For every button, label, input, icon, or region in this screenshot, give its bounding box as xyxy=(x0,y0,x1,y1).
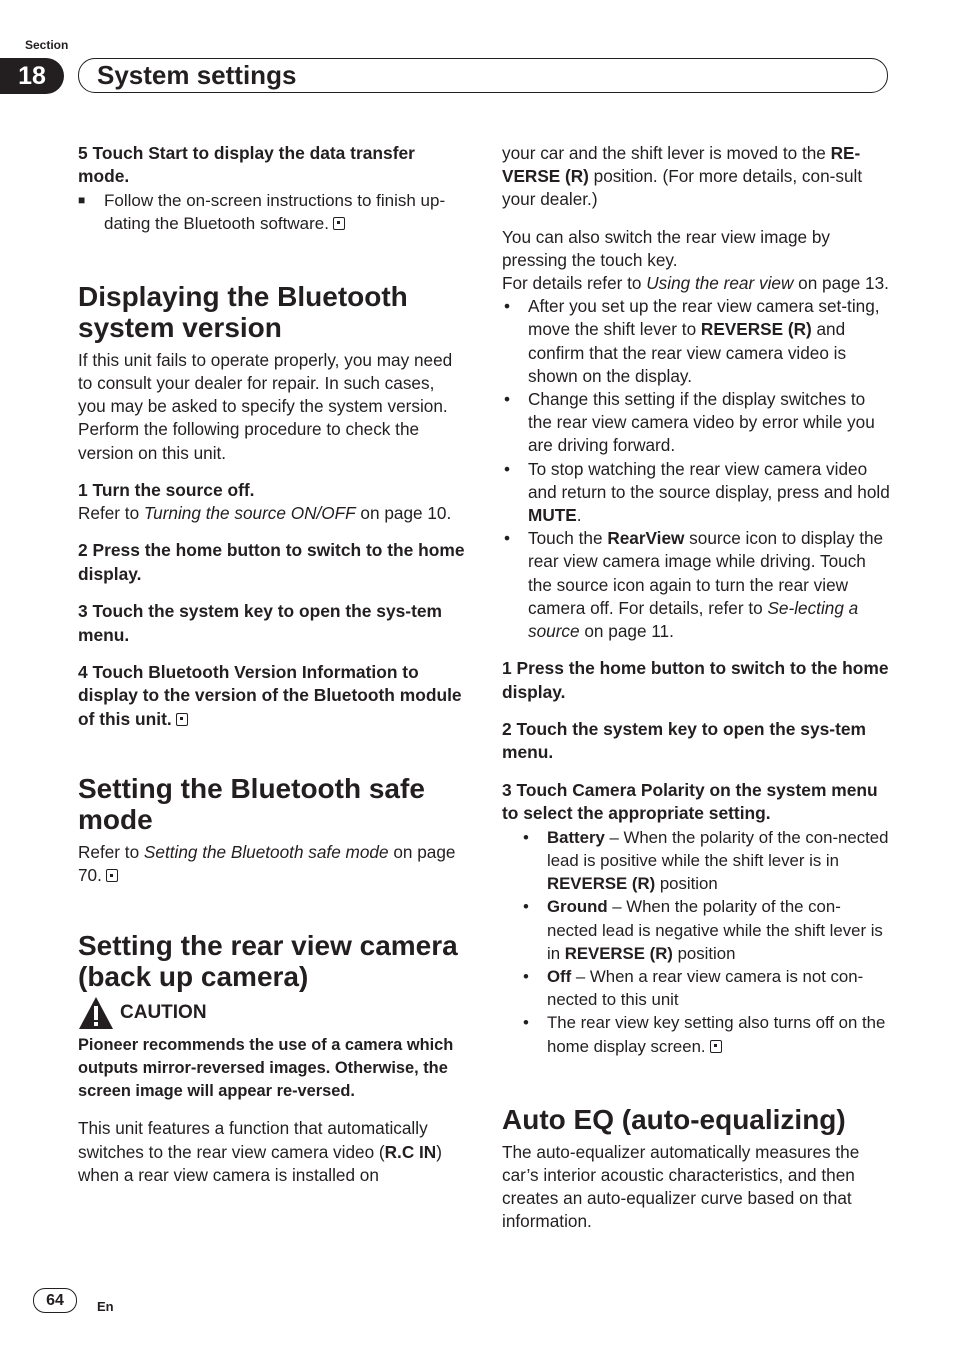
option-battery: • Battery – When the polarity of the con-nected lead is positive while the shift lever is in REVERSE (R) position xyxy=(502,826,890,896)
heading-bluetooth-version: Displaying the Bluetooth system version xyxy=(78,280,408,343)
option-ground: • Ground – When the polarity of the con-nected lead is negative while the shift lever is in REVERSE (R) position xyxy=(502,895,890,965)
version-step-3: 3 Touch the system key to open the sys-tem menu. xyxy=(78,601,443,645)
end-mark-icon xyxy=(710,1040,722,1053)
list-item: • Touch the RearView source icon to display the rear view camera image while driving. Touch the source icon again to turn the rear view camera off. For details, refer to Se-lecting a source on page 11. xyxy=(502,527,890,643)
end-mark-icon xyxy=(176,713,188,726)
section-label: Section xyxy=(25,38,69,52)
list-item: • Change this setting if the display switches to the rear view camera video by error while you are driving forward. xyxy=(502,388,890,458)
paragraph-details-ref: For details refer to Using the rear view on page 13. xyxy=(502,273,889,294)
camera-step-3: 3 Touch Camera Polarity on the system menu to select the appropriate setting. xyxy=(502,779,878,824)
option-off: • Off – When a rear view camera is not con-nected to this unit xyxy=(502,965,890,1011)
caution-block xyxy=(78,996,466,1030)
section-title: System settings xyxy=(97,60,297,90)
end-mark-icon xyxy=(106,869,118,882)
version-step-1: 1 Turn the source off. xyxy=(78,479,255,500)
paragraph-touch-key: You can also switch the rear view image by pressing the touch key. xyxy=(502,226,831,270)
heading-auto-eq: Auto EQ (auto-equalizing) xyxy=(502,1103,846,1135)
step-5: 5 Touch Start to display the data transfer mode. xyxy=(78,143,415,187)
heading-safe-mode: Setting the Bluetooth safe mode xyxy=(78,773,425,836)
camera-step-2: 2 Touch the system key to open the sys-tem menu. xyxy=(502,719,867,763)
section-title-bar xyxy=(78,58,888,93)
caution-text: Pioneer recommends the use of a camera which outputs mirror-reversed images. Otherwise, the screen image will appear re-versed. xyxy=(78,1035,454,1101)
caution-label: CAUTION xyxy=(120,1001,207,1023)
note-update xyxy=(78,189,466,235)
version-step-2: 2 Press the home button to switch to the home display. xyxy=(78,540,465,584)
version-step-4: 4 Touch Bluetooth Version Information to display to the version of the Bluetooth module of this unit. xyxy=(78,662,462,729)
warning-triangle-icon xyxy=(78,996,114,1030)
rear-view-bullets xyxy=(502,295,890,643)
end-mark-icon xyxy=(333,217,345,230)
section-number-badge: 18 xyxy=(0,58,64,94)
safe-mode-ref: Refer to Setting the Bluetooth safe mode on page 70. xyxy=(78,842,456,886)
right-column xyxy=(502,142,890,1234)
paragraph-rear-intro: This unit features a function that automatically switches to the rear view camera video (R.C IN) when a rear view camera is installed on xyxy=(78,1118,442,1185)
option-note: • The rear view key setting also turns off on the home display screen. xyxy=(502,1011,890,1057)
version-step-1-ref: Refer to Turning the source ON/OFF on page 10. xyxy=(78,503,452,524)
left-column xyxy=(78,142,466,1187)
paragraph-auto-eq: The auto-equalizer automatically measures the car’s interior acoustic characteristics, and then creates an auto-equalizer curve based on that information. xyxy=(502,1141,860,1232)
heading-rear-view-camera: Setting the rear view camera (back up camera) xyxy=(78,929,458,992)
polarity-options xyxy=(502,826,890,1058)
list-item: • To stop watching the rear view camera video and return to the source display, press and hold MUTE. xyxy=(502,458,890,528)
paragraph-rear-continued: your car and the shift lever is moved to the RE-VERSE (R) position. (For more details, con-sult your dealer.) xyxy=(502,143,863,210)
paragraph-version: If this unit fails to operate properly, you may need to consult your dealer for repair. In such cases, you may be asked to specify the system version. Perform the following procedure to check the version on this unit. xyxy=(78,349,453,463)
camera-step-1: 1 Press the home button to switch to the home display. xyxy=(502,658,889,702)
note-update-text: Follow the on-screen instructions to finish up-dating the Bluetooth software. xyxy=(104,190,446,233)
note-square-icon: ■ xyxy=(78,192,86,207)
language-code: En xyxy=(97,1299,114,1314)
list-item: • After you set up the rear view camera set-ting, move the shift lever to REVERSE (R) and confirm that the rear view camera video is shown on the display. xyxy=(502,295,890,388)
page-number: 64 xyxy=(33,1288,77,1313)
